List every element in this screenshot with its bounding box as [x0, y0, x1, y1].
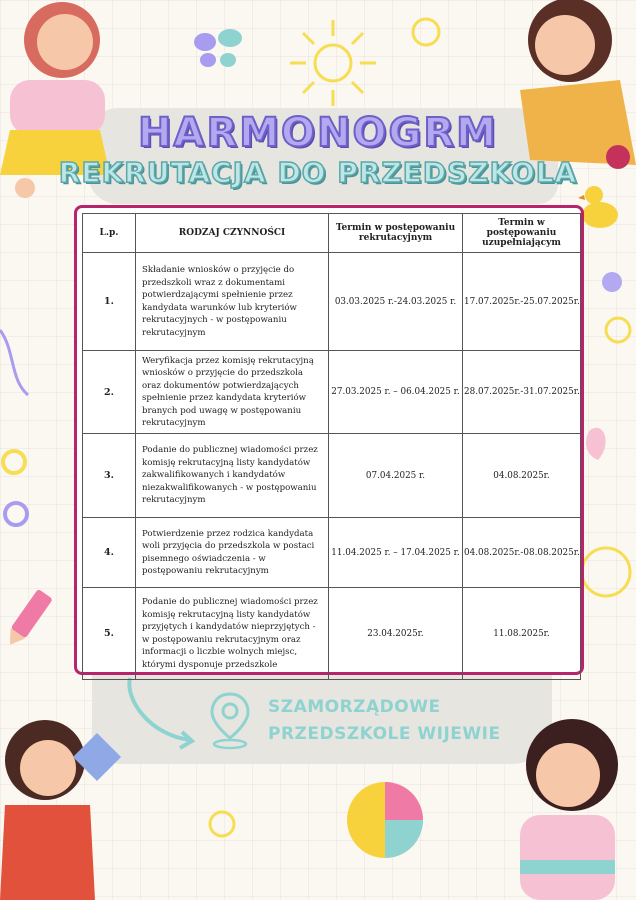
- flower-icon: [602, 272, 622, 292]
- header-lp: L.p.: [83, 214, 136, 253]
- school-name-line1: SZAMORZĄDOWE: [268, 697, 441, 717]
- row-number: 4.: [83, 518, 136, 588]
- row-activity: Podanie do publicznej wiadomości przez komisję rekrutacyjną listy kandydatów przyjętych i kandydatów nieprzyjętych - w postępowaniu rekrutacyjnym oraz informacji o liczbie wolnych miejsc, którymi dysponuje przedszkole: [136, 588, 329, 680]
- row-supplementary-date: 11.08.2025r.: [463, 588, 581, 680]
- row-recruitment-date: 23.04.2025r.: [329, 588, 463, 680]
- page-subtitle: REKRUTACJA DO PRZEDSZKOLA: [58, 156, 578, 189]
- school-name-line2: PRZEDSZKOLE WIJEWIE: [268, 724, 501, 744]
- row-recruitment-date: 11.04.2025 r. – 17.04.2025 r.: [329, 518, 463, 588]
- flower-icon: [210, 812, 234, 836]
- table-row: [83, 351, 581, 434]
- row-number: 1.: [83, 253, 136, 351]
- butterfly-icon: [194, 29, 242, 67]
- row-activity: Weryfikacja przez komisję rekrutacyjną wniosków o przyjęcie do przedszkola oraz dokumentów potwierdzających spełnienie przez kandydata kryteriów branych pod uwagę w postępowaniu rekrutacyjnym: [136, 351, 329, 434]
- row-activity: Składanie wniosków o przyjęcie do przedszkoli wraz z dokumentami potwierdzającymi spełnienie przez kandydata warunków lub kryteriów rekrutacyjnych - w postępowaniu rekrutacyjnym: [136, 253, 329, 351]
- flower-icon: [5, 503, 27, 525]
- header-recruitment-date: Termin w postępowaniu rekrutacyjnym: [329, 214, 463, 253]
- location-pin-icon: [208, 690, 252, 750]
- row-recruitment-date: 27.03.2025 r. – 06.04.2025 r.: [329, 351, 463, 434]
- flower-icon: [3, 451, 25, 473]
- row-supplementary-date: 04.08.2025r.: [463, 434, 581, 518]
- girl-illustration-bottom-right: [520, 719, 618, 900]
- row-activity: Podanie do publicznej wiadomości przez komisję rekrutacyjną listy kandydatów zakwalifikowanych i kandydatów niezakwalifikowanych - w postępowaniu rekrutacyjnym: [136, 434, 329, 518]
- table-row: [83, 588, 581, 680]
- table-row: [83, 518, 581, 588]
- row-recruitment-date: 07.04.2025 r.: [329, 434, 463, 518]
- schedule-table-frame: [74, 205, 584, 675]
- row-number: 3.: [83, 434, 136, 518]
- flower-icon: [606, 318, 630, 342]
- sun-icon: [290, 20, 376, 106]
- marker-icon: [3, 589, 53, 650]
- schedule-table: [82, 213, 581, 680]
- row-recruitment-date: 03.03.2025 r.-24.03.2025 r.: [329, 253, 463, 351]
- duck-icon: [578, 186, 618, 228]
- row-supplementary-date: 28.07.2025r.-31.07.2025r.: [463, 351, 581, 434]
- smiley-icon: [582, 548, 630, 596]
- school-name: [268, 694, 501, 748]
- shell-icon: [586, 428, 606, 460]
- row-activity: Potwierdzenie przez rodzica kandydata woli przyjęcia do przedszkola w postaci pisemnego oświadczenia - w postępowaniu rekrutacyjnym: [136, 518, 329, 588]
- scribble-icon: [0, 330, 28, 395]
- arrow-icon: [129, 678, 190, 740]
- row-number: 5.: [83, 588, 136, 680]
- header-supplementary-date: Termin w postępowaniu uzupełniającym: [463, 214, 581, 253]
- table-header-row: [83, 214, 581, 253]
- header-activity: RODZAJ CZYNNOŚCI: [136, 214, 329, 253]
- row-supplementary-date: 04.08.2025r.-08.08.2025r.: [463, 518, 581, 588]
- girl-illustration-bottom-left: [0, 720, 121, 900]
- row-number: 2.: [83, 351, 136, 434]
- flower-icon: [413, 19, 439, 45]
- page-title: HARMONOGRM: [138, 110, 498, 156]
- ball-icon: [347, 782, 423, 858]
- table-row: [83, 434, 581, 518]
- row-supplementary-date: 17.07.2025r.-25.07.2025r.: [463, 253, 581, 351]
- table-row: [83, 253, 581, 351]
